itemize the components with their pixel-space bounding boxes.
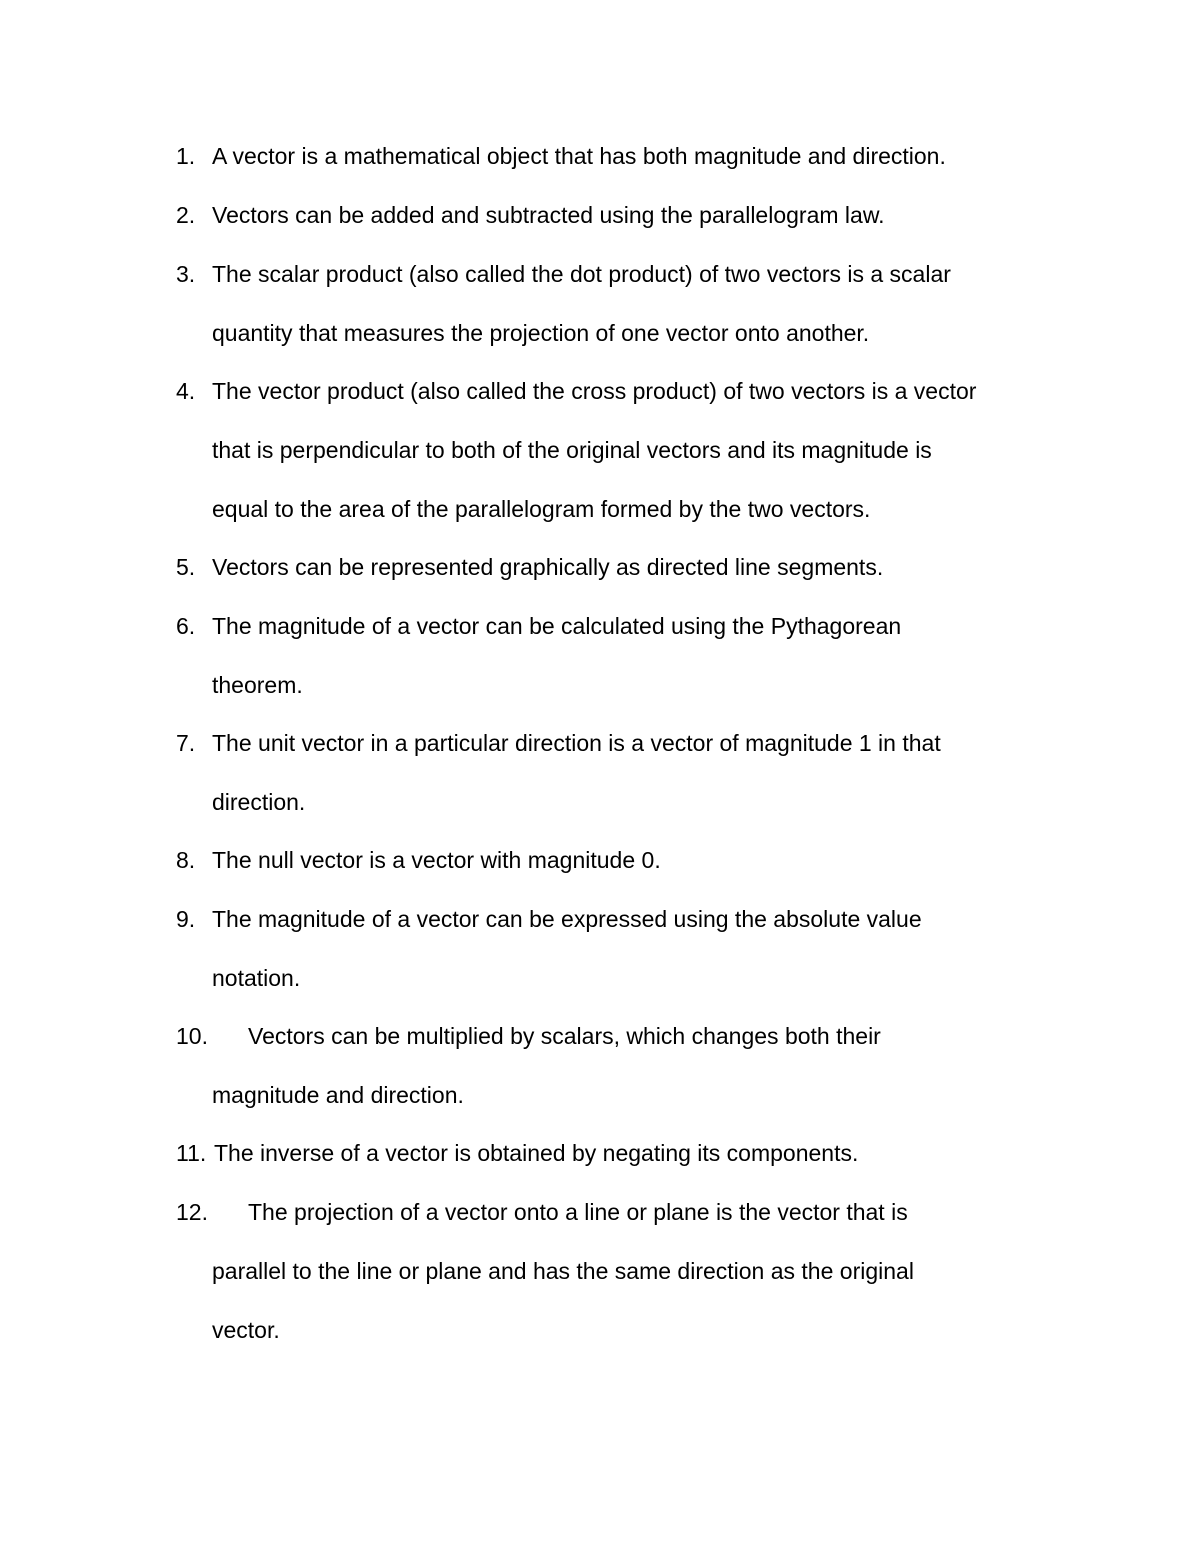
list-item (176, 127, 1076, 186)
item-text: notation. (212, 964, 301, 991)
list-item (176, 597, 1076, 715)
item-number: 9. (176, 906, 196, 932)
list-item (176, 245, 1076, 363)
item-number: 4. (176, 378, 196, 404)
list-item (176, 831, 1076, 890)
item-text: A vector is a mathematical object that has both magnitude and direction. (212, 143, 946, 169)
item-text: The scalar product (also called the dot product) of two vectors is a scalar (212, 261, 951, 287)
item-text: quantity that measures the projection of one vector onto another. (212, 319, 870, 346)
list-item (176, 890, 1076, 1008)
item-number: 12. (176, 1199, 208, 1225)
list-item (176, 1007, 1076, 1125)
item-number: 7. (176, 730, 196, 756)
item-text: The magnitude of a vector can be calculated using the Pythagorean (212, 613, 902, 639)
item-text: The unit vector in a particular direction is a vector of magnitude 1 in that (212, 730, 941, 756)
item-text: parallel to the line or plane and has the same direction as the original (212, 1257, 914, 1284)
item-text: The inverse of a vector is obtained by negating its components. (214, 1140, 859, 1166)
list-item (176, 1183, 1076, 1359)
item-text: magnitude and direction. (212, 1081, 464, 1108)
item-number: 6. (176, 613, 196, 639)
item-text: The magnitude of a vector can be expressed using the absolute value (212, 906, 922, 932)
item-number: 10. (176, 1023, 208, 1049)
item-number: 3. (176, 261, 196, 287)
list-item (176, 362, 1076, 538)
item-number: 1. (176, 143, 196, 169)
item-number: 8. (176, 847, 196, 873)
item-text: Vectors can be multiplied by scalars, which changes both their (248, 1023, 881, 1049)
list-item (176, 1124, 1076, 1183)
list-item (176, 714, 1076, 832)
item-text: Vectors can be represented graphically as directed line segments. (212, 554, 884, 580)
item-number: 5. (176, 554, 196, 580)
list-item (176, 538, 1076, 597)
item-text: The projection of a vector onto a line or plane is the vector that is (248, 1199, 908, 1225)
item-number: 2. (176, 202, 196, 228)
list-item (176, 186, 1076, 245)
item-text: Vectors can be added and subtracted using the parallelogram law. (212, 202, 885, 228)
item-number: 11. (176, 1140, 207, 1166)
item-text: theorem. (212, 671, 303, 698)
item-text: that is perpendicular to both of the original vectors and its magnitude is (212, 436, 932, 463)
item-text: equal to the area of the parallelogram formed by the two vectors. (212, 495, 871, 522)
item-text: direction. (212, 788, 306, 815)
item-text: The vector product (also called the cross product) of two vectors is a vector (212, 378, 977, 404)
item-text: vector. (212, 1316, 280, 1343)
item-text: The null vector is a vector with magnitude 0. (212, 847, 661, 873)
